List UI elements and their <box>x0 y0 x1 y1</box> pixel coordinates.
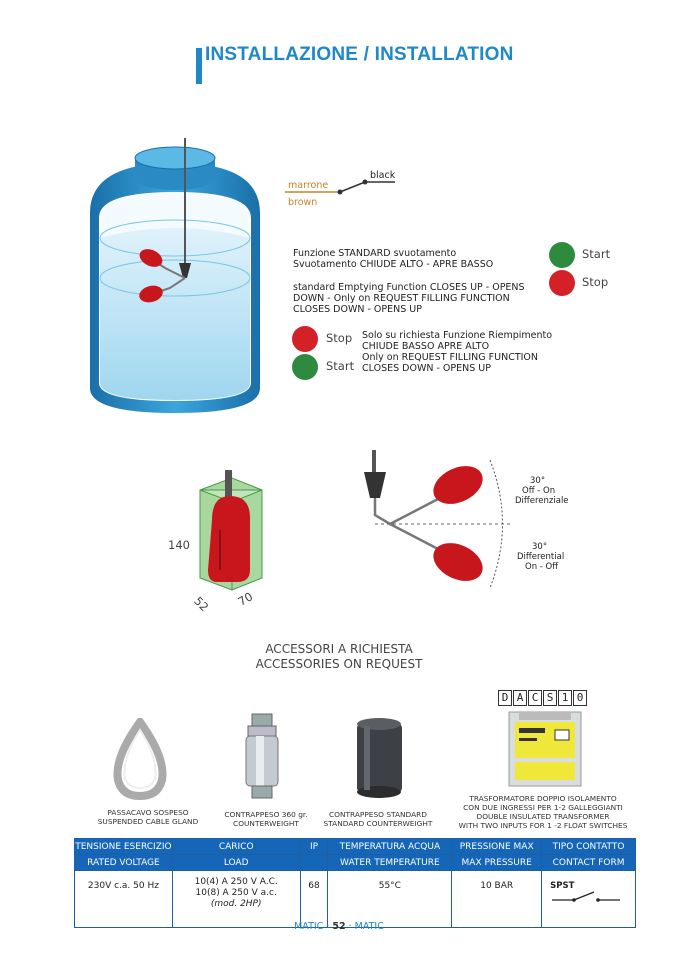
angle-diagram <box>360 450 520 600</box>
req-line4: CLOSES DOWN - OPENS UP <box>362 363 491 374</box>
float-dimension-box <box>192 470 272 600</box>
start-indicator-green-2 <box>292 354 318 380</box>
spec-table <box>74 838 636 928</box>
stop-label: Stop <box>582 275 609 289</box>
start-label-2: Start <box>326 359 355 373</box>
header-cell: PRESSIONE MAX <box>452 839 542 855</box>
std-it-line1: Funzione STANDARD svuotamento <box>293 248 457 259</box>
counterweight-standard-image <box>352 716 407 801</box>
caption-cable-gland <box>88 808 208 826</box>
contact-type: SPST <box>550 881 575 891</box>
page-title: INSTALLAZIONE / INSTALLATION <box>205 44 514 65</box>
load-line: (mod. 2HP) <box>210 899 262 909</box>
header-cell: TENSIONE ESERCIZIO <box>75 839 173 855</box>
start-indicator-green <box>549 242 575 268</box>
req-line1: Solo su richiesta Funzione Riempimento <box>362 330 553 341</box>
angle-top-line2: Differenziale <box>515 496 569 506</box>
req-line2: CHIUDE BASSO APRE ALTO <box>362 341 490 352</box>
page-number: 52 <box>332 921 346 932</box>
std-en-line2: DOWN - Only on REQUEST FILLING FUNCTION <box>293 293 510 304</box>
caption-transformer <box>455 794 631 830</box>
caption-line: DOUBLE INSULATED TRANSFORMER <box>476 812 610 821</box>
caption-line: TRASFORMATORE DOPPIO ISOLAMENTO <box>469 794 617 803</box>
ip-value: 68 <box>300 871 328 928</box>
std-en-line1: standard Emptying Function CLOSES UP - OPENS <box>293 282 525 293</box>
dacs-char: A <box>513 690 527 706</box>
header-cell: MAX PRESSURE <box>452 855 542 871</box>
dacs-char: C <box>528 690 542 706</box>
std-it-line2: Svuotamento CHIUDE ALTO - APRE BASSO <box>293 259 494 270</box>
caption-line: PASSACAVO SOSPESO <box>107 808 189 817</box>
header-cell: CARICO <box>172 839 300 855</box>
dim-depth: 52 <box>191 593 212 615</box>
stop-indicator-red <box>549 270 575 296</box>
caption-line: SUSPENDED CABLE GLAND <box>97 817 199 826</box>
wire-black: black <box>370 170 396 181</box>
footer-brand-left: MATIC <box>294 921 324 932</box>
caption-line: STANDARD COUNTERWEIGHT <box>323 819 433 828</box>
angle-bottom-line2: On - Off <box>525 562 559 572</box>
table-header-row-it <box>75 839 636 855</box>
transformer-image <box>505 708 585 790</box>
water-temp-value: 55°C <box>328 871 452 928</box>
header-cell: WATER TEMPERATURE <box>328 855 452 871</box>
table-row <box>75 871 636 928</box>
page-footer: MATIC · 52 · MATIC <box>294 921 384 932</box>
dim-width: 70 <box>235 589 256 609</box>
dacs-char: 0 <box>573 690 587 706</box>
header-cell <box>300 855 328 871</box>
header-cell: TIPO CONTATTO <box>542 839 636 855</box>
voltage-value: 230V c.a. 50 Hz <box>75 871 173 928</box>
stop-indicator-red-2 <box>292 326 318 352</box>
load-value <box>172 871 300 928</box>
std-en-line3: CLOSES DOWN - OPENS UP <box>293 304 422 315</box>
caption-counterweight-standard <box>318 810 438 828</box>
caption-line: CON DUE INGRESSI PER 1-2 GALLEGGIANTI <box>463 803 623 812</box>
caption-counterweight-360 <box>206 810 326 828</box>
accessories-title-en: ACCESSORIES ON REQUEST <box>255 657 423 671</box>
dacs-char: 1 <box>558 690 572 706</box>
header-cell: CONTACT FORM <box>542 855 636 871</box>
wire-brown: brown <box>288 197 318 208</box>
load-line: 10(8) A 250 V a.c. <box>195 888 277 898</box>
stop-label-2: Stop <box>326 331 353 345</box>
cable-gland-image <box>110 718 170 800</box>
accessories-title-it: ACCESSORI A RICHIESTA <box>265 642 413 656</box>
angle-bottom-value: 30° <box>532 542 548 552</box>
dacs-code <box>498 690 588 706</box>
dacs-char: S <box>543 690 557 706</box>
caption-line: WITH TWO INPUTS FOR 1 -2 FLOAT SWITCHES <box>458 821 628 830</box>
footer-brand-right: MATIC <box>354 921 384 932</box>
caption-line: CONTRAPPESO STANDARD <box>328 810 427 819</box>
req-line3: Only on REQUEST FILLING FUNCTION <box>362 352 539 363</box>
table-header-row-en <box>75 855 636 871</box>
load-line: 10(4) A 250 V A.C. <box>194 877 278 887</box>
caption-line: CONTRAPPESO 360 gr. <box>224 810 308 819</box>
header-cell: IP <box>300 839 328 855</box>
contact-value <box>542 871 636 928</box>
caption-line: COUNTERWEIGHT <box>233 819 299 828</box>
pressure-value: 10 BAR <box>452 871 542 928</box>
angle-bottom-line1: Differential <box>517 552 565 562</box>
start-label: Start <box>582 247 611 261</box>
header-cell: LOAD <box>172 855 300 871</box>
tank-illustration <box>85 138 265 418</box>
dim-height: 140 <box>168 538 190 552</box>
title-accent-bar <box>196 48 202 84</box>
dacs-char: D <box>498 690 512 706</box>
header-cell: RATED VOLTAGE <box>75 855 173 871</box>
wire-marrone: marrone <box>288 180 329 191</box>
counterweight-360-image <box>240 712 285 802</box>
spst-switch-icon <box>552 889 622 905</box>
angle-top-line1: Off - On <box>522 486 556 496</box>
header-cell: TEMPERATURA ACQUA <box>328 839 452 855</box>
angle-top-value: 30° <box>530 476 546 486</box>
